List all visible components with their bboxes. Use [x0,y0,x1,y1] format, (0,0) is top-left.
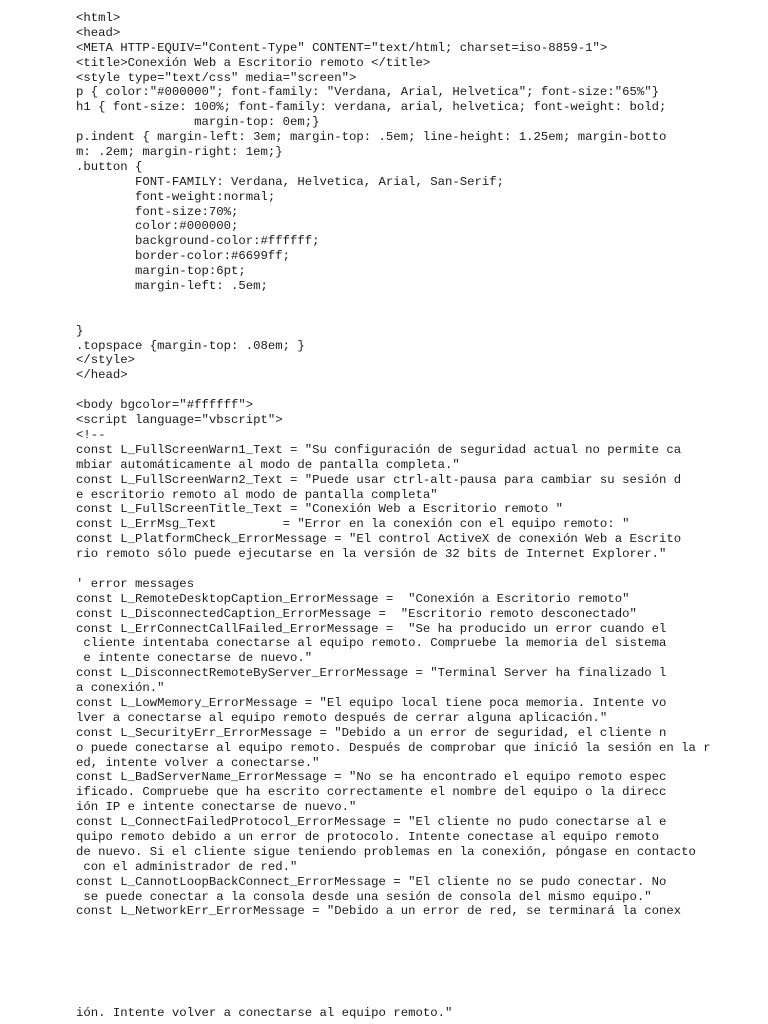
code-line: h1 { font-size: 100%; font-family: verdana, arial, helvetica; font-weight: bold; [76,100,667,115]
code-line: de nuevo. Si el cliente sigue teniendo problemas en la conexión, póngase en contacto [76,844,696,859]
code-line: const L_NetworkErr_ErrorMessage = "Debido a un error de red, se terminará la conex [76,904,682,919]
code-line: ' error messages [76,576,195,591]
code-line: font-size:70%; [76,204,239,219]
code-line: p.indent { margin-left: 3em; margin-top: .5em; line-height: 1.25em; margin-botto [76,130,667,145]
code-line: </style> [76,353,136,368]
code-line: <style type="text/css" media="screen"> [76,70,357,85]
code-line: <!-- [76,427,106,442]
code-line: <script language="vbscript"> [76,413,283,428]
code-line: mbiar automáticamente al modo de pantalla completa." [76,457,460,472]
code-line: const L_SecurityErr_ErrorMessage = "Debido a un error de seguridad, el cliente n [76,725,667,740]
code-line: const L_DisconnectRemoteByServer_ErrorMessage = "Terminal Server ha finalizado l [76,666,667,681]
code-line: cliente intentaba conectarse al equipo remoto. Compruebe la memoria del sistema [76,636,667,651]
code-line: a conexión." [76,681,165,696]
code-line: const L_DisconnectedCaption_ErrorMessage = "Escritorio remoto desconectado" [76,606,637,621]
code-line: <head> [76,25,121,40]
code-line: background-color:#ffffff; [76,234,320,249]
code-line: rio remoto sólo puede ejecutarse en la versión de 32 bits de Internet Explorer." [76,547,667,562]
source-code-block [76,11,756,919]
code-line: ed, intente volver a conectarse." [76,755,320,770]
code-line: ificado. Compruebe que ha escrito correctamente el nombre del equipo o la direcc [76,785,667,800]
code-line [76,294,756,309]
code-line: e escritorio remoto al modo de pantalla completa" [76,487,438,502]
code-line: } [76,323,84,338]
code-line: margin-top: 0em;} [76,115,320,130]
code-line: o puede conectarse al equipo remoto. Después de comprobar que inició la sesión en la r [76,740,711,755]
code-line: color:#000000; [76,219,239,234]
code-line: const L_FullScreenWarn2_Text = "Puede usar ctrl-alt-pausa para cambiar su sesión d [76,472,682,487]
code-line [76,309,756,324]
code-line: const L_FullScreenTitle_Text = "Conexión Web a Escritorio remoto " [76,502,564,517]
code-line: const L_BadServerName_ErrorMessage = "No se ha encontrado el equipo remoto espec [76,770,667,785]
code-line: con el administrador de red." [76,859,298,874]
code-line [76,383,756,398]
code-line: font-weight:normal; [76,189,276,204]
code-line: se puede conectar a la consola desde una sesión de consola del mismo equipo." [76,889,652,904]
code-line: <body bgcolor="#ffffff"> [76,398,254,413]
code-line: m: .2em; margin-right: 1em;} [76,145,283,160]
code-line: FONT-FAMILY: Verdana, Helvetica, Arial, San-Serif; [76,174,505,189]
code-line: .topspace {margin-top: .08em; } [76,338,305,353]
code-line: const L_FullScreenWarn1_Text = "Su configuración de seguridad actual no permite ca [76,442,682,457]
code-line: const L_ErrConnectCallFailed_ErrorMessage = "Se ha producido un error cuando el [76,621,667,636]
code-line: const L_ErrMsg_Text = "Error en la conexión con el equipo remoto: " [76,517,630,532]
code-line: <html> [76,11,121,25]
code-line: margin-left: .5em; [76,279,268,294]
code-line: </head> [76,368,128,383]
code-line: const L_RemoteDesktopCaption_ErrorMessage = "Conexión a Escritorio remoto" [76,591,630,606]
code-line: <META HTTP-EQUIV="Content-Type" CONTENT="text/html; charset=iso-8859-1"> [76,40,608,55]
code-line: quipo remoto debido a un error de protocolo. Intente conectase al equipo remoto [76,829,659,844]
code-line: lver a conectarse al equipo remoto después de cerrar alguna aplicación." [76,710,608,725]
code-line: .button { [76,159,143,174]
code-line: const L_ConnectFailedProtocol_ErrorMessage = "El cliente no pudo conectarse al e [76,815,667,830]
code-line: p { color:"#000000"; font-family: "Verdana, Arial, Helvetica"; font-size:"65%"} [76,85,659,100]
code-line: e intente conectarse de nuevo." [76,651,313,666]
code-line: const L_LowMemory_ErrorMessage = "El equipo local tiene poca memoria. Intente vo [76,695,667,710]
code-line: <title>Conexión Web a Escritorio remoto </title> [76,55,431,70]
code-line: const L_PlatformCheck_ErrorMessage = "El control ActiveX de conexión Web a Escrito [76,532,682,547]
code-line: ión IP e intente conectarse de nuevo." [76,800,357,815]
code-line: const L_CannotLoopBackConnect_ErrorMessage = "El cliente no se pudo conectar. No [76,874,667,889]
code-line: border-color:#6699ff; [76,249,291,264]
code-line [76,562,756,577]
continuation-line: ión. Intente volver a conectarse al equipo remoto." [76,1006,453,1020]
code-line: margin-top:6pt; [76,264,246,279]
